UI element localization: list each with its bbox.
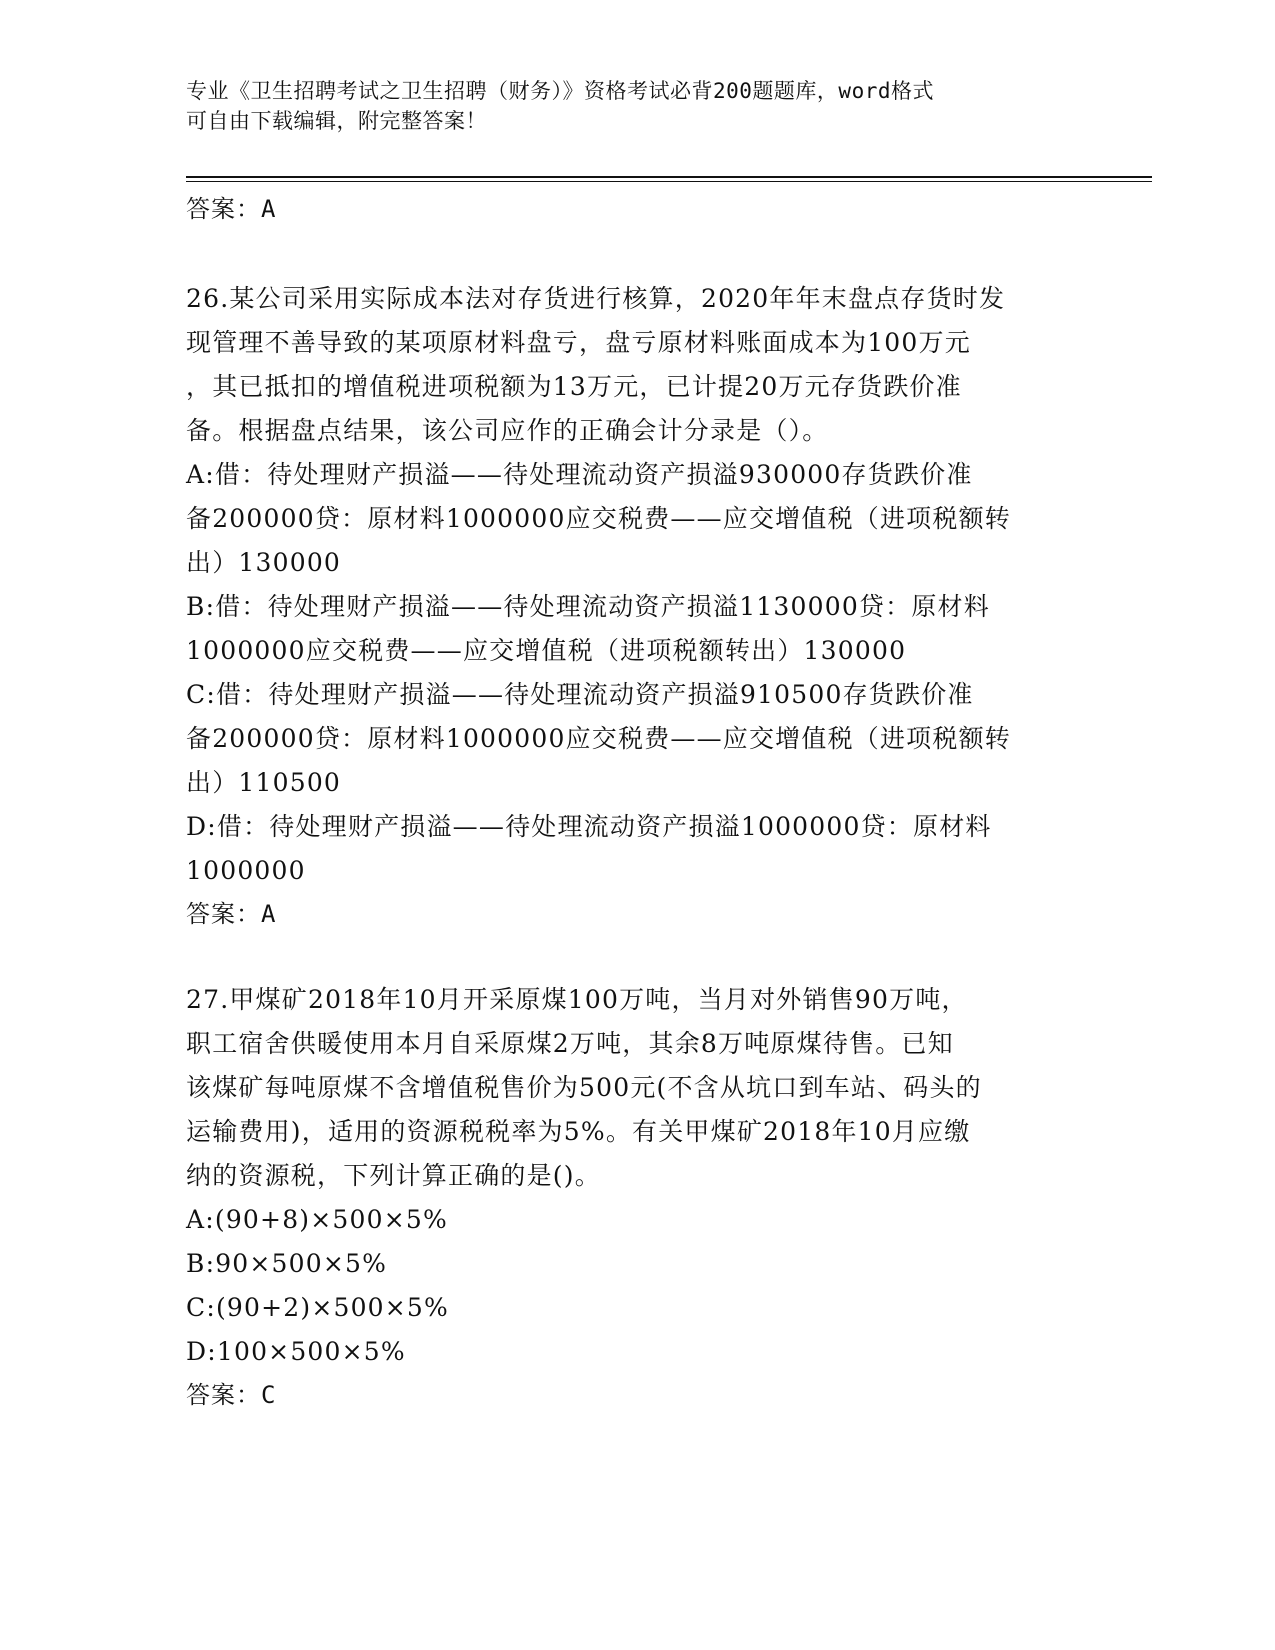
question-27-stem-line: 纳的资源税，下列计算正确的是()。 [186,1161,601,1190]
question-26-stem-line: ，其已抵扣的增值税进项税额为13万元，已计提20万元存货跌价准 [186,372,962,401]
question-26-option-d-cont: 1000000 [186,856,306,885]
question-26-option-d: D:借：待处理财产损溢——待处理流动资产损溢1000000贷：原材料 [186,812,992,841]
question-26-option-b-cont: 1000000应交税费——应交增值税（进项税额转出）130000 [186,636,907,665]
question-26-option-b: B:借：待处理财产损溢——待处理流动资产损溢1130000贷：原材料 [186,592,990,621]
previous-answer: 答案：A [186,195,277,223]
question-26-stem-line: 备。根据盘点结果，该公司应作的正确会计分录是（）。 [186,416,829,445]
question-26-stem-line: 现管理不善导致的某项原材料盘亏，盘亏原材料账面成本为100万元 [186,328,971,357]
header-divider-bottom [186,181,1152,182]
question-26-option-a-cont: 出）130000 [186,548,342,577]
question-27-option-a: A:(90+8)×500×5% [186,1205,448,1234]
header-line-2: 可自由下载编辑，附完整答案！ [186,109,487,133]
question-27-stem-line: 运输费用)，适用的资源税税率为5%。有关甲煤矿2018年10月应缴 [186,1117,971,1146]
question-26-option-c-cont: 出）110500 [186,768,342,797]
header-line-1: 专业《卫生招聘考试之卫生招聘（财务）》资格考试必背200题题库，word格式 [186,79,934,103]
question-27-stem-line: 该煤矿每吨原煤不含增值税售价为500元(不含从坑口到车站、码头的 [186,1073,982,1102]
question-27-stem-line: 职工宿舍供暖使用本月自采原煤2万吨，其余8万吨原煤待售。已知 [186,1029,954,1058]
question-27-option-b: B:90×500×5% [186,1249,388,1278]
question-26-option-a-cont: 备200000贷：原材料1000000应交税费——应交增值税（进项税额转 [186,504,1011,533]
question-27-option-d: D:100×500×5% [186,1337,406,1366]
question-26-option-c: C:借：待处理财产损溢——待处理流动资产损溢910500存货跌价准 [186,680,974,709]
question-27-answer: 答案：C [186,1381,277,1409]
question-26-option-c-cont: 备200000贷：原材料1000000应交税费——应交增值税（进项税额转 [186,724,1011,753]
question-26-stem-line: 26.某公司采用实际成本法对存货进行核算，2020年年末盘点存货时发 [186,284,1006,313]
question-26-answer: 答案：A [186,900,277,928]
question-26-option-a: A:借：待处理财产损溢——待处理流动资产损溢930000存货跌价准 [186,460,973,489]
question-27-stem-line: 27.甲煤矿2018年10月开采原煤100万吨，当月对外销售90万吨， [186,985,968,1014]
header-divider-top [186,176,1152,178]
document-header [186,76,1086,136]
question-27-option-c: C:(90+2)×500×5% [186,1293,449,1322]
